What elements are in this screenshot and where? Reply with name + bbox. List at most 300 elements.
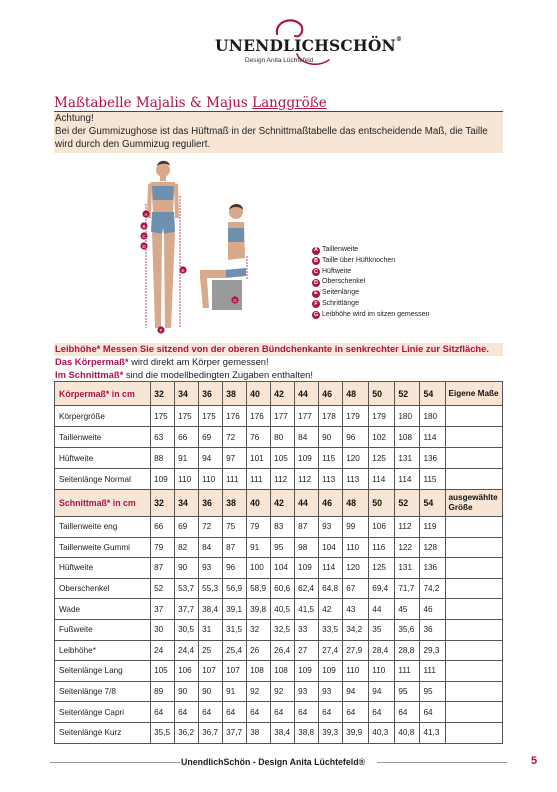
size-header-cell: 38 [223, 490, 247, 517]
value-cell: 175 [199, 406, 223, 427]
value-cell: 38,8 [295, 722, 319, 743]
row-label: Seitenlänge Kurz [55, 722, 151, 743]
legend-item [312, 299, 432, 310]
value-cell: 38,4 [271, 722, 295, 743]
value-cell: 95 [395, 681, 420, 702]
row-label: Taillenweite eng [55, 517, 151, 538]
value-cell: 102 [369, 427, 395, 448]
legend-label: Taillenweite [322, 246, 359, 253]
row-label: Seitenlänge Normal [55, 469, 151, 490]
value-cell: 125 [369, 558, 395, 579]
legend-item [312, 245, 432, 256]
value-cell: 88 [151, 448, 175, 469]
value-cell: 39,1 [223, 599, 247, 620]
page-title: Maßtabelle Majalis & Majus Langgröße [54, 95, 327, 111]
empty-entry-cell [445, 448, 503, 469]
value-cell: 176 [223, 406, 247, 427]
value-cell: 67 [343, 578, 369, 599]
value-cell: 33,5 [319, 619, 343, 640]
measurement-legend [312, 245, 432, 321]
legend-label: Oberschenkel [322, 278, 366, 286]
svg-text:D: D [142, 244, 146, 249]
size-header-cell: 36 [199, 382, 223, 406]
value-cell: 111 [420, 661, 445, 682]
value-cell: 110 [343, 661, 369, 682]
value-cell: 64 [343, 702, 369, 723]
value-cell: 40,8 [395, 722, 420, 743]
table-row [55, 427, 503, 448]
value-cell: 66 [151, 517, 175, 538]
value-cell: 76 [247, 427, 271, 448]
size-header-cell: 36 [199, 490, 223, 517]
size-header-cell: 34 [175, 490, 199, 517]
brand-logo [205, 16, 403, 76]
value-cell: 94 [199, 448, 223, 469]
value-cell: 45 [395, 599, 420, 620]
value-cell: 94 [343, 681, 369, 702]
value-cell: 108 [247, 661, 271, 682]
value-cell: 64 [295, 702, 319, 723]
row-label: Oberschenkel [55, 578, 151, 599]
value-cell: 27,9 [343, 640, 369, 661]
row-label: Fußweite [55, 619, 151, 640]
value-cell: 94 [369, 681, 395, 702]
value-cell: 36,7 [199, 722, 223, 743]
value-cell: 111 [395, 661, 420, 682]
table-header-row [55, 490, 503, 517]
measurement-figures-illustration [130, 160, 270, 340]
value-cell: 44 [369, 599, 395, 620]
legend-marker: F [312, 300, 320, 308]
table-row [55, 578, 503, 599]
empty-entry-cell [445, 537, 503, 558]
value-cell: 109 [295, 661, 319, 682]
value-cell: 24 [151, 640, 175, 661]
row-label: Leibhöhe* [55, 640, 151, 661]
value-cell: 79 [247, 517, 271, 538]
row-label: Seitenlänge 7/8 [55, 681, 151, 702]
value-cell: 64 [420, 702, 445, 723]
value-cell: 35 [369, 619, 395, 640]
value-cell: 93 [319, 681, 343, 702]
value-cell: 107 [199, 661, 223, 682]
size-header-cell: 54 [420, 382, 445, 406]
extra-column-header: Eigene Maße [445, 382, 503, 406]
value-cell: 28,8 [395, 640, 420, 661]
value-cell: 93 [319, 517, 343, 538]
warning-heading: Achtung! [55, 113, 94, 124]
size-header-cell: 42 [271, 382, 295, 406]
warning-text-line1: Bei der Gummizughose ist das Hüftmaß in der Schnittmaßtabelle das entscheidende Maß, die Taille [55, 126, 488, 137]
table-row [55, 640, 503, 661]
value-cell: 42 [319, 599, 343, 620]
value-cell: 112 [271, 469, 295, 490]
value-cell: 53,7 [175, 578, 199, 599]
value-cell: 119 [420, 517, 445, 538]
value-cell: 37,7 [223, 722, 247, 743]
value-cell: 37 [151, 599, 175, 620]
svg-text:C: C [142, 234, 146, 239]
value-cell: 66 [175, 427, 199, 448]
value-cell: 38,4 [199, 599, 223, 620]
value-cell: 34,2 [343, 619, 369, 640]
value-cell: 125 [369, 448, 395, 469]
value-cell: 27,4 [319, 640, 343, 661]
value-cell: 28,4 [369, 640, 395, 661]
logo-wordmark: UNENDLICHSCHÖN® [215, 36, 403, 55]
value-cell: 38 [247, 722, 271, 743]
empty-entry-cell [445, 427, 503, 448]
value-cell: 91 [175, 448, 199, 469]
value-cell: 115 [319, 448, 343, 469]
value-cell: 37,7 [175, 599, 199, 620]
value-cell: 64 [247, 702, 271, 723]
svg-text:E: E [181, 268, 185, 273]
value-cell: 80 [271, 427, 295, 448]
extra-column-header: ausgewählte Größe [445, 490, 503, 517]
value-cell: 128 [420, 537, 445, 558]
value-cell: 122 [395, 537, 420, 558]
value-cell: 114 [369, 469, 395, 490]
value-cell: 56,9 [223, 578, 247, 599]
value-cell: 64 [223, 702, 247, 723]
empty-entry-cell [445, 681, 503, 702]
row-label: Taillenweite [55, 427, 151, 448]
value-cell: 26 [247, 640, 271, 661]
value-cell: 74,2 [420, 578, 445, 599]
size-table [54, 381, 503, 744]
table-row [55, 406, 503, 427]
value-cell: 30,5 [175, 619, 199, 640]
value-cell: 180 [395, 406, 420, 427]
value-cell: 177 [295, 406, 319, 427]
value-cell: 64 [319, 702, 343, 723]
value-cell: 136 [420, 448, 445, 469]
footer-rule-left [50, 762, 180, 763]
empty-entry-cell [445, 599, 503, 620]
value-cell: 69 [199, 427, 223, 448]
value-cell: 100 [247, 558, 271, 579]
value-cell: 115 [420, 469, 445, 490]
value-cell: 91 [223, 681, 247, 702]
value-cell: 93 [295, 681, 319, 702]
value-cell: 96 [223, 558, 247, 579]
size-header-cell: 32 [151, 382, 175, 406]
value-cell: 25,4 [223, 640, 247, 661]
size-header-cell: 42 [271, 490, 295, 517]
table-row [55, 702, 503, 723]
size-header-cell: 50 [369, 490, 395, 517]
value-cell: 92 [247, 681, 271, 702]
legend-item [312, 310, 432, 321]
size-header-cell: 40 [247, 490, 271, 517]
table-header-label: Schnittmaß* in cm [55, 490, 151, 517]
table-row [55, 558, 503, 579]
empty-entry-cell [445, 469, 503, 490]
value-cell: 40,5 [271, 599, 295, 620]
table-row [55, 517, 503, 538]
value-cell: 105 [151, 661, 175, 682]
value-cell: 95 [271, 537, 295, 558]
row-label: Körpergröße [55, 406, 151, 427]
value-cell: 27 [295, 640, 319, 661]
empty-entry-cell [445, 722, 503, 743]
value-cell: 35,6 [395, 619, 420, 640]
empty-entry-cell [445, 702, 503, 723]
value-cell: 112 [395, 517, 420, 538]
leibhoehe-note: Leibhöhe* Messen Sie sitzend von der oberen Bündchenkante in senkrechter Linie zur Sitzfläche. [55, 343, 489, 354]
value-cell: 90 [175, 558, 199, 579]
value-cell: 92 [271, 681, 295, 702]
value-cell: 109 [295, 448, 319, 469]
legend-marker: D [312, 279, 320, 287]
standing-figure [140, 161, 186, 334]
value-cell: 69 [175, 517, 199, 538]
value-cell: 176 [247, 406, 271, 427]
value-cell: 108 [271, 661, 295, 682]
value-cell: 95 [420, 681, 445, 702]
value-cell: 116 [369, 537, 395, 558]
pattern-measure-table [55, 490, 503, 744]
value-cell: 178 [319, 406, 343, 427]
value-cell: 39,9 [343, 722, 369, 743]
legend-item [312, 277, 432, 288]
size-header-cell: 46 [319, 490, 343, 517]
value-cell: 90 [175, 681, 199, 702]
table-row [55, 661, 503, 682]
body-measure-table [55, 382, 503, 490]
table-header-label: Körpermaß* in cm [55, 382, 151, 406]
value-cell: 64 [395, 702, 420, 723]
value-cell: 32,5 [271, 619, 295, 640]
empty-entry-cell [445, 578, 503, 599]
legend-item [312, 256, 432, 267]
size-header-cell: 48 [343, 490, 369, 517]
value-cell: 110 [175, 469, 199, 490]
size-header-cell: 44 [295, 490, 319, 517]
svg-text:B: B [142, 224, 146, 229]
value-cell: 180 [420, 406, 445, 427]
value-cell: 110 [369, 661, 395, 682]
logo-subline: Design Anita Lüchtefeld [245, 57, 314, 64]
value-cell: 87 [295, 517, 319, 538]
table-row [55, 469, 503, 490]
value-cell: 84 [199, 537, 223, 558]
value-cell: 110 [343, 537, 369, 558]
size-header-cell: 52 [395, 490, 420, 517]
value-cell: 30 [151, 619, 175, 640]
legend-label: Leibhöhe wird im sitzen gemessen [322, 310, 430, 318]
value-cell: 39,3 [319, 722, 343, 743]
value-cell: 89 [151, 681, 175, 702]
value-cell: 84 [295, 427, 319, 448]
value-cell: 114 [420, 427, 445, 448]
value-cell: 25 [199, 640, 223, 661]
value-cell: 55,3 [199, 578, 223, 599]
value-cell: 83 [271, 517, 295, 538]
value-cell: 40,3 [369, 722, 395, 743]
size-header-cell: 44 [295, 382, 319, 406]
value-cell: 35,5 [151, 722, 175, 743]
size-header-cell: 46 [319, 382, 343, 406]
value-cell: 26,4 [271, 640, 295, 661]
value-cell: 90 [199, 681, 223, 702]
value-cell: 136 [420, 558, 445, 579]
value-cell: 114 [395, 469, 420, 490]
legend-marker: C [312, 268, 320, 276]
row-label: Taillenweite Gummi [55, 537, 151, 558]
value-cell: 60,6 [271, 578, 295, 599]
value-cell: 79 [151, 537, 175, 558]
value-cell: 64,8 [319, 578, 343, 599]
table-header-row [55, 382, 503, 406]
size-header-cell: 40 [247, 382, 271, 406]
value-cell: 98 [295, 537, 319, 558]
value-cell: 69,4 [369, 578, 395, 599]
value-cell: 113 [319, 469, 343, 490]
value-cell: 99 [343, 517, 369, 538]
size-header-cell: 50 [369, 382, 395, 406]
value-cell: 108 [395, 427, 420, 448]
value-cell: 72 [199, 517, 223, 538]
value-cell: 29,3 [420, 640, 445, 661]
row-label: Seitenlänge Capri [55, 702, 151, 723]
value-cell: 41,5 [295, 599, 319, 620]
value-cell: 109 [151, 469, 175, 490]
row-label: Hüftweite [55, 448, 151, 469]
value-cell: 111 [223, 469, 247, 490]
value-cell: 64 [151, 702, 175, 723]
value-cell: 36,2 [175, 722, 199, 743]
empty-entry-cell [445, 640, 503, 661]
value-cell: 110 [199, 469, 223, 490]
size-header-cell: 48 [343, 382, 369, 406]
legend-item [312, 288, 432, 299]
row-label: Seitenlänge Lang [55, 661, 151, 682]
value-cell: 105 [271, 448, 295, 469]
value-cell: 87 [223, 537, 247, 558]
value-cell: 120 [343, 558, 369, 579]
value-cell: 24,4 [175, 640, 199, 661]
value-cell: 64 [369, 702, 395, 723]
value-cell: 114 [319, 558, 343, 579]
table-row [55, 448, 503, 469]
value-cell: 179 [369, 406, 395, 427]
empty-entry-cell [445, 406, 503, 427]
value-cell: 107 [223, 661, 247, 682]
value-cell: 96 [343, 427, 369, 448]
value-cell: 175 [151, 406, 175, 427]
value-cell: 31 [199, 619, 223, 640]
value-cell: 75 [223, 517, 247, 538]
svg-text:A: A [144, 212, 148, 217]
svg-text:F: F [159, 328, 163, 333]
seated-figure [200, 204, 247, 310]
size-header-cell: 38 [223, 382, 247, 406]
value-cell: 131 [395, 448, 420, 469]
value-cell: 109 [295, 558, 319, 579]
legend-marker: A [312, 247, 320, 255]
legend-marker: E [312, 290, 320, 298]
size-header-cell: 34 [175, 382, 199, 406]
value-cell: 97 [223, 448, 247, 469]
legend-label: Hüftweite [322, 267, 352, 275]
empty-entry-cell [445, 558, 503, 579]
value-cell: 72 [223, 427, 247, 448]
pattern-measure-note: Im Schnittmaß* sind die modellbedingten Zugaben enthalten! [55, 369, 313, 380]
table-row [55, 599, 503, 620]
legend-marker: G [313, 311, 319, 318]
empty-entry-cell [445, 517, 503, 538]
svg-text:G: G [233, 298, 237, 303]
legend-item [312, 267, 432, 278]
value-cell: 120 [343, 448, 369, 469]
body-measure-note: Das Körpermaß* wird direkt am Körper gemessen! [55, 356, 269, 367]
value-cell: 33 [295, 619, 319, 640]
value-cell: 113 [343, 469, 369, 490]
table-row [55, 537, 503, 558]
value-cell: 91 [247, 537, 271, 558]
value-cell: 112 [295, 469, 319, 490]
empty-entry-cell [445, 661, 503, 682]
value-cell: 63 [151, 427, 175, 448]
value-cell: 179 [343, 406, 369, 427]
value-cell: 32 [247, 619, 271, 640]
size-header-cell: 32 [151, 490, 175, 517]
value-cell: 111 [247, 469, 271, 490]
value-cell: 36 [420, 619, 445, 640]
value-cell: 71,7 [395, 578, 420, 599]
empty-entry-cell [445, 619, 503, 640]
table-row [55, 619, 503, 640]
footer-rule-right [377, 762, 507, 763]
value-cell: 106 [175, 661, 199, 682]
value-cell: 93 [199, 558, 223, 579]
table-row [55, 722, 503, 743]
value-cell: 109 [319, 661, 343, 682]
value-cell: 177 [271, 406, 295, 427]
value-cell: 39,8 [247, 599, 271, 620]
value-cell: 175 [175, 406, 199, 427]
legend-label: Taille über Hüftknochen [322, 256, 396, 264]
value-cell: 31,5 [223, 619, 247, 640]
table-row [55, 681, 503, 702]
value-cell: 52 [151, 578, 175, 599]
value-cell: 46 [420, 599, 445, 620]
value-cell: 87 [151, 558, 175, 579]
value-cell: 64 [175, 702, 199, 723]
row-label: Hüftweite [55, 558, 151, 579]
size-header-cell: 54 [420, 490, 445, 517]
value-cell: 62,4 [295, 578, 319, 599]
value-cell: 104 [271, 558, 295, 579]
row-label: Wade [55, 599, 151, 620]
footer-text: UnendlichSchön - Design Anita Lüchtefeld® [181, 757, 366, 767]
page-number: 5 [531, 755, 538, 767]
value-cell: 131 [395, 558, 420, 579]
value-cell: 43 [343, 599, 369, 620]
legend-label: Seitenlänge [322, 289, 359, 297]
size-header-cell: 52 [395, 382, 420, 406]
value-cell: 82 [175, 537, 199, 558]
legend-label: Schrittlänge [322, 299, 359, 307]
value-cell: 90 [319, 427, 343, 448]
value-cell: 64 [199, 702, 223, 723]
value-cell: 58,9 [247, 578, 271, 599]
legend-marker: B [312, 257, 320, 265]
warning-text-line2: wird durch den Gummizug reguliert. [55, 139, 211, 150]
value-cell: 41,3 [420, 722, 445, 743]
